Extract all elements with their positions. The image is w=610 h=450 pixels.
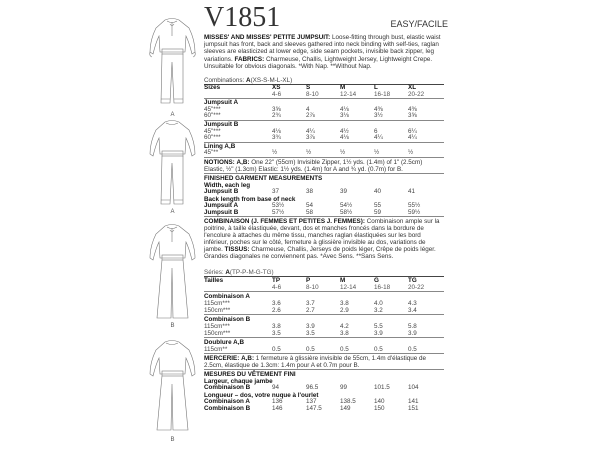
group-name: Jumpsuit A [204,99,239,107]
cell: 3⅛ [340,112,349,120]
cell: 6¼ [408,127,417,135]
cell: 4⅜ [374,105,383,113]
table-subheader-row [204,92,444,99]
cell: 59 [374,208,382,216]
header-cell: Tailles [204,276,224,284]
row-label: Combinaison B [204,404,251,412]
table-row [204,323,444,330]
cell: 3.5 [306,329,315,337]
cell: 3.8 [340,299,349,307]
header-cell: Sizes [204,84,221,92]
header-cell: S [306,84,311,92]
subheader-cell: 12-14 [340,283,357,291]
combinations-sizes: (XS-S-M-L-XL) [250,77,293,85]
table-row [204,346,444,353]
row-label: 45"** [204,149,219,157]
table-row [204,406,444,412]
table-row [204,307,444,315]
table-subheader-row [204,284,444,292]
group-name: Combinaison A [204,292,250,300]
cell: 0.5 [408,345,417,353]
subheader-cell [204,92,272,99]
cell: 4.2 [340,322,349,330]
notions-text: One 22" (55cm) Invisible Zipper, 1½ yds. (1.4m) of 1" (2.5cm) Elastic, ½" (1.3cm) Elastic: 1½ yds. (1.4m) for A and ¾ yd. (0.7m) for B. [204,158,423,173]
combinations-label: Combinations: [204,77,245,85]
illustration-view-a-1 [145,10,200,118]
series-line [204,269,444,276]
cell: 3¾ [272,134,281,142]
row-label: 150cm*** [204,329,231,337]
cell: 4.3 [408,299,417,307]
cell: 3.5 [272,329,281,337]
fabrics-text: Charmeuse, Challis, Lightweight Jersey, Lightweight Crepe. Unsuitable for obvious diagonals. *With Nap. **Without Nap. [204,55,433,70]
title-row [204,2,448,33]
cell: 141 [408,398,419,406]
view-label: A [170,209,175,215]
group-row [204,314,444,323]
cell: 0.5 [272,345,281,353]
cell: 147.5 [306,404,322,412]
cell: 96.5 [306,384,319,392]
french-description [204,216,444,260]
cell: 37 [272,188,280,196]
cell: 55½ [408,202,421,210]
measurement-heading: Width, each leg [204,181,251,189]
measurement-heading: Back length from base of neck [204,195,296,203]
cell: 4¼ [408,134,417,142]
row-label: 115cm** [204,345,228,353]
cell: 53½ [272,202,285,210]
cell: 140 [374,398,385,406]
english-notions [204,157,444,173]
row-label: Combinaison A [204,398,250,406]
cell: 3.6 [272,299,281,307]
notions-views: A,B: [241,354,255,362]
row-label: Jumpsuit A [204,202,239,210]
measurement-heading: Largeur, chaque jambe [204,377,273,385]
cell: 59½ [408,208,421,216]
cell: 136 [272,398,283,406]
row-label: 115cm*** [204,322,230,330]
cell: 3.8 [340,329,349,337]
cell: 3½ [374,112,383,120]
row-label: Combinaison B [204,384,251,392]
header-cell: TP [272,276,281,284]
subheader-cell: 4-6 [272,283,282,291]
subheader-cell: 12-14 [340,90,357,98]
cell: 99 [340,384,348,392]
row-label: Jumpsuit B [204,208,239,216]
illustrations-column [145,0,200,450]
cell: 38 [306,188,314,196]
cell: ½ [374,149,380,157]
description-text: Combinaison ample sur la poitrine, à taille élastiquée, devant, dos et manches froncés dans la bordure de l'encolure à attaches du même tissu, manches raglan élastiquées sur les bord inférieur, poches sur le côté, fermeture à glissière invisible au dos, variations de jambe. [204,217,440,253]
pattern-info [204,2,448,412]
series-sizes: (TP-P-M-G-TG) [229,268,274,276]
fabrics-label: FABRICS: [234,55,265,63]
cell: 104 [408,384,419,392]
cell: 0.5 [374,345,383,353]
measurements-title: FINISHED GARMENT MEASUREMENTS [204,173,444,182]
french-measurements-table [204,378,444,412]
description-title: MISSES' AND MISSES' PETITE JUMPSUIT: [204,34,331,41]
cell: 4¼ [306,127,315,135]
group-name: Doublure A,B [204,338,244,346]
cell: 6 [374,127,378,135]
description-text: Loose-fitting through bust, elastic waist jumpsuit has front, back and sleeves gathered into neck binding with self-ties, raglan sleeves are elasticized at lower edge, side seam pockets, invisible back zipper, leg variations. [204,34,441,63]
cell: 2.7 [306,306,315,314]
header-cell: XL [408,84,417,92]
series-value: A [225,268,230,276]
notions-views: A,B: [236,158,250,166]
cell: 3.9 [306,322,315,330]
jumpsuit-a-gathered-neck-drawing [145,118,200,208]
cell: ½ [272,149,278,157]
cell: 4½ [340,127,349,135]
cell: 2.9 [340,306,349,314]
cell: 40 [374,188,382,196]
cell: 4⅛ [272,127,281,135]
cell: 58 [306,208,314,216]
group-row [204,337,444,346]
cell: 3⅝ [408,112,417,120]
row-label: 45"*** [204,105,221,113]
table-row [204,150,444,157]
notions-label: NOTIONS: [204,158,235,166]
subheader-cell: 8-10 [306,283,319,291]
description-title: COMBINAISON (J. FEMMES ET PETITES J. FEMMES): [204,217,365,225]
group-name: Lining A,B [204,142,236,150]
header-cell: XS [272,84,281,92]
fabrics-text: Charmeuse, Challis, Jerseys de poids léger, Crêpe de poids léger. Grandes diagonales ne conviennent pas. *Avec Sens. **Sans Sens. [204,245,436,260]
jumpsuit-a-tie-neck-drawing [145,10,200,110]
cell: 3.4 [408,306,417,314]
header-cell: P [306,276,311,284]
cell: 149 [340,404,351,412]
view-label: A [170,112,175,118]
pattern-number: V1851 [204,2,281,33]
subheader-cell [204,284,272,292]
subheader-cell: 4-6 [272,90,282,98]
group-name: Jumpsuit B [204,120,239,128]
cell: 4.0 [374,299,383,307]
cell: 5.8 [408,322,417,330]
cell: 150 [374,404,385,412]
cell: 39 [340,188,348,196]
row-label: 45"*** [204,127,221,135]
cell: 4¼ [374,134,383,142]
table-row [204,113,444,120]
illustration-view-a-2 [145,118,200,215]
english-yardage-table [204,84,444,157]
subheader-cell: 20-22 [408,283,425,291]
cell: ½ [408,149,414,157]
english-description [204,34,444,70]
view-label: B [170,437,175,443]
cell: 3.8 [272,322,281,330]
combinations-line [204,77,444,84]
subheader-cell: 16-18 [374,283,391,291]
illustration-view-b-2 [145,338,200,443]
cell: 57½ [272,208,285,216]
table-row [204,330,444,338]
subheader-cell: 8-10 [306,90,319,98]
cell: 137 [306,398,317,406]
subheader-cell: 20-22 [408,90,425,98]
cell: 0.5 [340,345,349,353]
cell: 3.7 [306,299,315,307]
cell: 5.5 [374,322,383,330]
cell: 41 [408,188,416,196]
cell: ½ [306,149,312,157]
cell: 4⅜ [408,105,417,113]
cell: 4⅛ [340,134,349,142]
cell: 4 [306,105,310,113]
row-label: 150cm*** [204,306,231,314]
notions-text: 1 fermeture à glissière invisible de 55cm, 1.4m d'élastique de 2.5cm, élastique de 1.3cm: 1.4m pour A et 0.7m pour B. [204,354,427,369]
header-cell: G [374,276,379,284]
notions-label: MERCERIE: [204,354,240,362]
french-yardage-table [204,276,444,353]
series-label: Séries: [204,268,224,276]
english-measurements-table [204,182,444,216]
row-label: 115cm*** [204,299,230,307]
measurement-heading: Longueur – dos, votre nuque à l'ourlet [204,391,319,399]
combinations-value: A [246,77,251,85]
french-notions [204,353,444,369]
cell: 3.9 [408,329,417,337]
header-cell: M [340,276,346,284]
group-row [204,291,444,300]
cell: 0.5 [306,345,315,353]
difficulty-label: EASY/FACILE [390,19,448,29]
cell: 3.9 [374,329,383,337]
row-label: 60"*** [204,112,221,120]
row-label: 60"*** [204,134,221,142]
subheader-cell: 16-18 [374,90,391,98]
cell: 151 [408,404,419,412]
cell: 101.5 [374,384,390,392]
cell: 58½ [340,208,353,216]
measurements-title: MESURES DU VÊTEMENT FINI [204,369,444,378]
table-row [204,300,444,307]
cell: 94 [272,384,280,392]
header-cell: TG [408,276,417,284]
cell: 138.5 [340,398,356,406]
cell: 3.2 [374,306,383,314]
fabrics-label: TISSUS: [224,245,250,253]
header-cell: M [340,84,346,92]
header-cell: L [374,84,378,92]
group-name: Combinaison B [204,315,251,323]
cell: 146 [272,404,283,412]
jumpsuit-b-gathered-neck-drawing [145,338,200,433]
cell: 3⅞ [306,134,315,142]
cell: 2⅞ [306,112,315,120]
cell: 4⅛ [340,105,349,113]
view-label: B [170,323,175,329]
cell: 2¾ [272,112,281,120]
table-header-row [204,276,444,284]
cell: 55 [374,202,382,210]
illustration-view-b-1 [145,222,200,329]
table-row [204,135,444,142]
jumpsuit-b-tie-neck-drawing [145,222,200,322]
cell: ½ [340,149,346,157]
row-label: Jumpsuit B [204,188,239,196]
cell: 54 [306,202,314,210]
cell: 54½ [340,202,353,210]
cell: 3⅝ [272,105,281,113]
cell: 2.6 [272,306,281,314]
